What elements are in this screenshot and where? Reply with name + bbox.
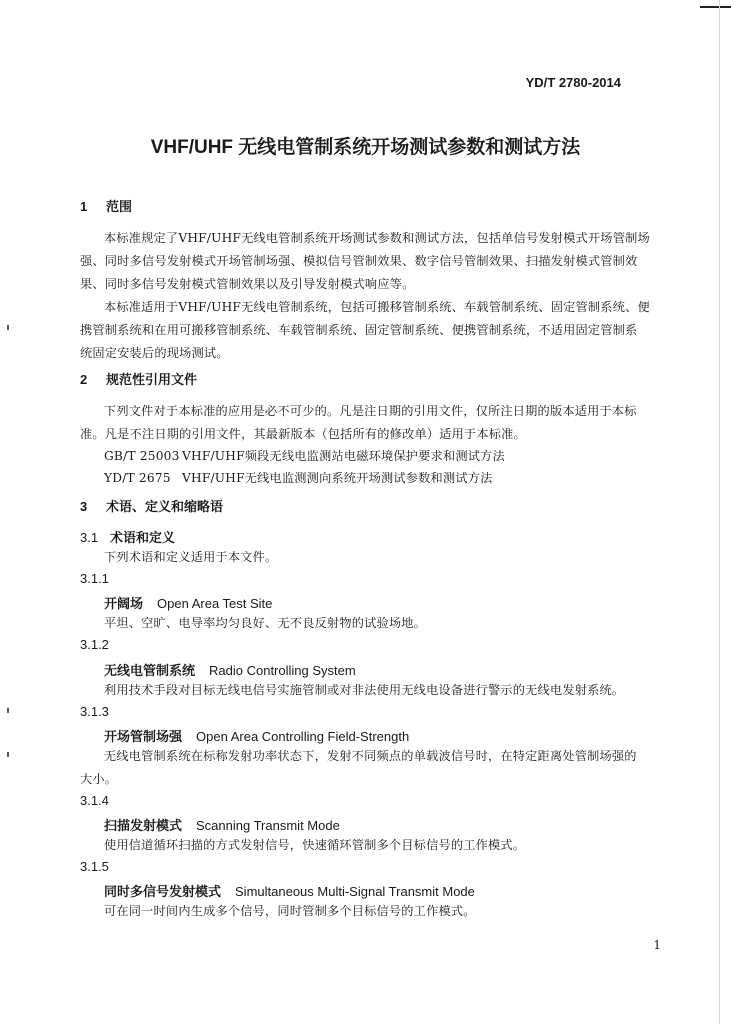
subsection-heading	[80, 527, 175, 546]
paragraph-line: 下列文件对于本标准的应用是必不可少的。凡是注日期的引用文件，仅所注日期的版本适用于本标	[104, 404, 637, 418]
term-name-en: Open Area Test Site	[157, 596, 273, 611]
term-entry	[104, 881, 475, 900]
standard-code: YD/T 2780-2014	[525, 75, 621, 90]
page-number: 1	[653, 938, 661, 952]
term-definition: 可在同一时间内生成多个信号，同时管制多个目标信号的工作模式。	[104, 904, 476, 918]
scan-mark	[7, 708, 9, 713]
scan-mark	[7, 325, 9, 330]
term-number: 3.1.1	[80, 571, 109, 586]
subsection-number: 3.1	[80, 530, 99, 545]
term-number: 3.1.5	[80, 859, 109, 874]
paragraph-line: 下列术语和定义适用于本文件。	[104, 550, 278, 564]
paragraph-line: 统固定安装后的现场测试。	[80, 346, 229, 360]
section-heading-terms	[80, 496, 223, 515]
term-entry	[104, 593, 272, 612]
reference-title: VHF/UHF频段无线电监测站电磁环境保护要求和测试方法	[182, 449, 505, 463]
term-name-cn: 无线电管制系统	[104, 663, 196, 678]
term-name-en: Open Area Controlling Field-Strength	[196, 729, 410, 744]
reference-code: GB/T 25003	[104, 449, 180, 463]
section-heading-normative-references	[80, 369, 197, 388]
scan-mark	[7, 752, 9, 757]
term-name-cn: 扫描发射模式	[104, 818, 183, 833]
term-name-cn: 同时多信号发射模式	[104, 884, 222, 899]
section-number: 3	[80, 499, 88, 514]
section-title: 规范性引用文件	[106, 372, 198, 387]
term-definition: 无线电管制系统在标称发射功率状态下，发射不同频点的单载波信号时，在特定距离处管制场强的	[104, 749, 637, 763]
section-title: 术语、定义和缩略语	[106, 499, 224, 514]
term-name-en: Simultaneous Multi-Signal Transmit Mode	[235, 884, 475, 899]
term-definition: 使用信道循环扫描的方式发射信号，快速循环管制多个目标信号的工作模式。	[104, 838, 526, 852]
paragraph-line: 携管制系统和在用可搬移管制系统、车载管制系统、固定管制系统、便携管制系统，不适用固定管制系	[80, 323, 638, 337]
reference-item	[104, 447, 505, 464]
term-number: 3.1.2	[80, 637, 109, 652]
paragraph-line: 本标准规定了VHF/UHF无线电管制系统开场测试参数和测试方法，包括单信号发射模式开场管制场	[104, 231, 650, 245]
section-number: 2	[80, 372, 88, 387]
scan-edge-line	[700, 6, 731, 8]
term-entry	[104, 815, 340, 834]
term-name-en: Radio Controlling System	[209, 663, 356, 678]
section-title: 范围	[106, 199, 133, 214]
term-entry	[104, 726, 409, 745]
paragraph-line: 本标准适用于VHF/UHF无线电管制系统，包括可搬移管制系统、车载管制系统、固定管制系统、便	[104, 300, 650, 314]
term-number: 3.1.4	[80, 793, 109, 808]
subsection-title: 术语和定义	[110, 530, 176, 545]
term-name-en: Scanning Transmit Mode	[196, 818, 340, 833]
term-name-cn: 开场管制场强	[104, 729, 183, 744]
paragraph-line: 准。凡是不注日期的引用文件，其最新版本（包括所有的修改单）适用于本标准。	[80, 427, 526, 441]
paragraph-line: 强、同时多信号发射模式开场管制场强、模拟信号管制效果、数字信号管制效果、扫描发射模式管制效	[80, 254, 638, 268]
term-entry	[104, 660, 356, 679]
section-heading-scope	[80, 196, 132, 215]
term-definition: 利用技术手段对目标无线电信号实施管制或对非法使用无线电设备进行警示的无线电发射系统。	[104, 683, 625, 697]
document-title: VHF/UHF 无线电管制系统开场测试参数和测试方法	[150, 137, 581, 158]
paragraph-line: 果、同时多信号发射模式管制效果以及引导发射模式响应等。	[80, 277, 415, 291]
reference-code: YD/T 2675	[104, 471, 171, 485]
section-number: 1	[80, 199, 88, 214]
term-definition: 大小。	[80, 772, 118, 786]
reference-title: VHF/UHF无线电监测测向系统开场测试参数和测试方法	[182, 471, 493, 485]
term-number: 3.1.3	[80, 704, 109, 719]
term-name-cn: 开阔场	[104, 596, 144, 611]
term-definition: 平坦、空旷、电导率均匀良好、无不良反射物的试验场地。	[104, 616, 427, 630]
reference-item	[104, 469, 493, 486]
